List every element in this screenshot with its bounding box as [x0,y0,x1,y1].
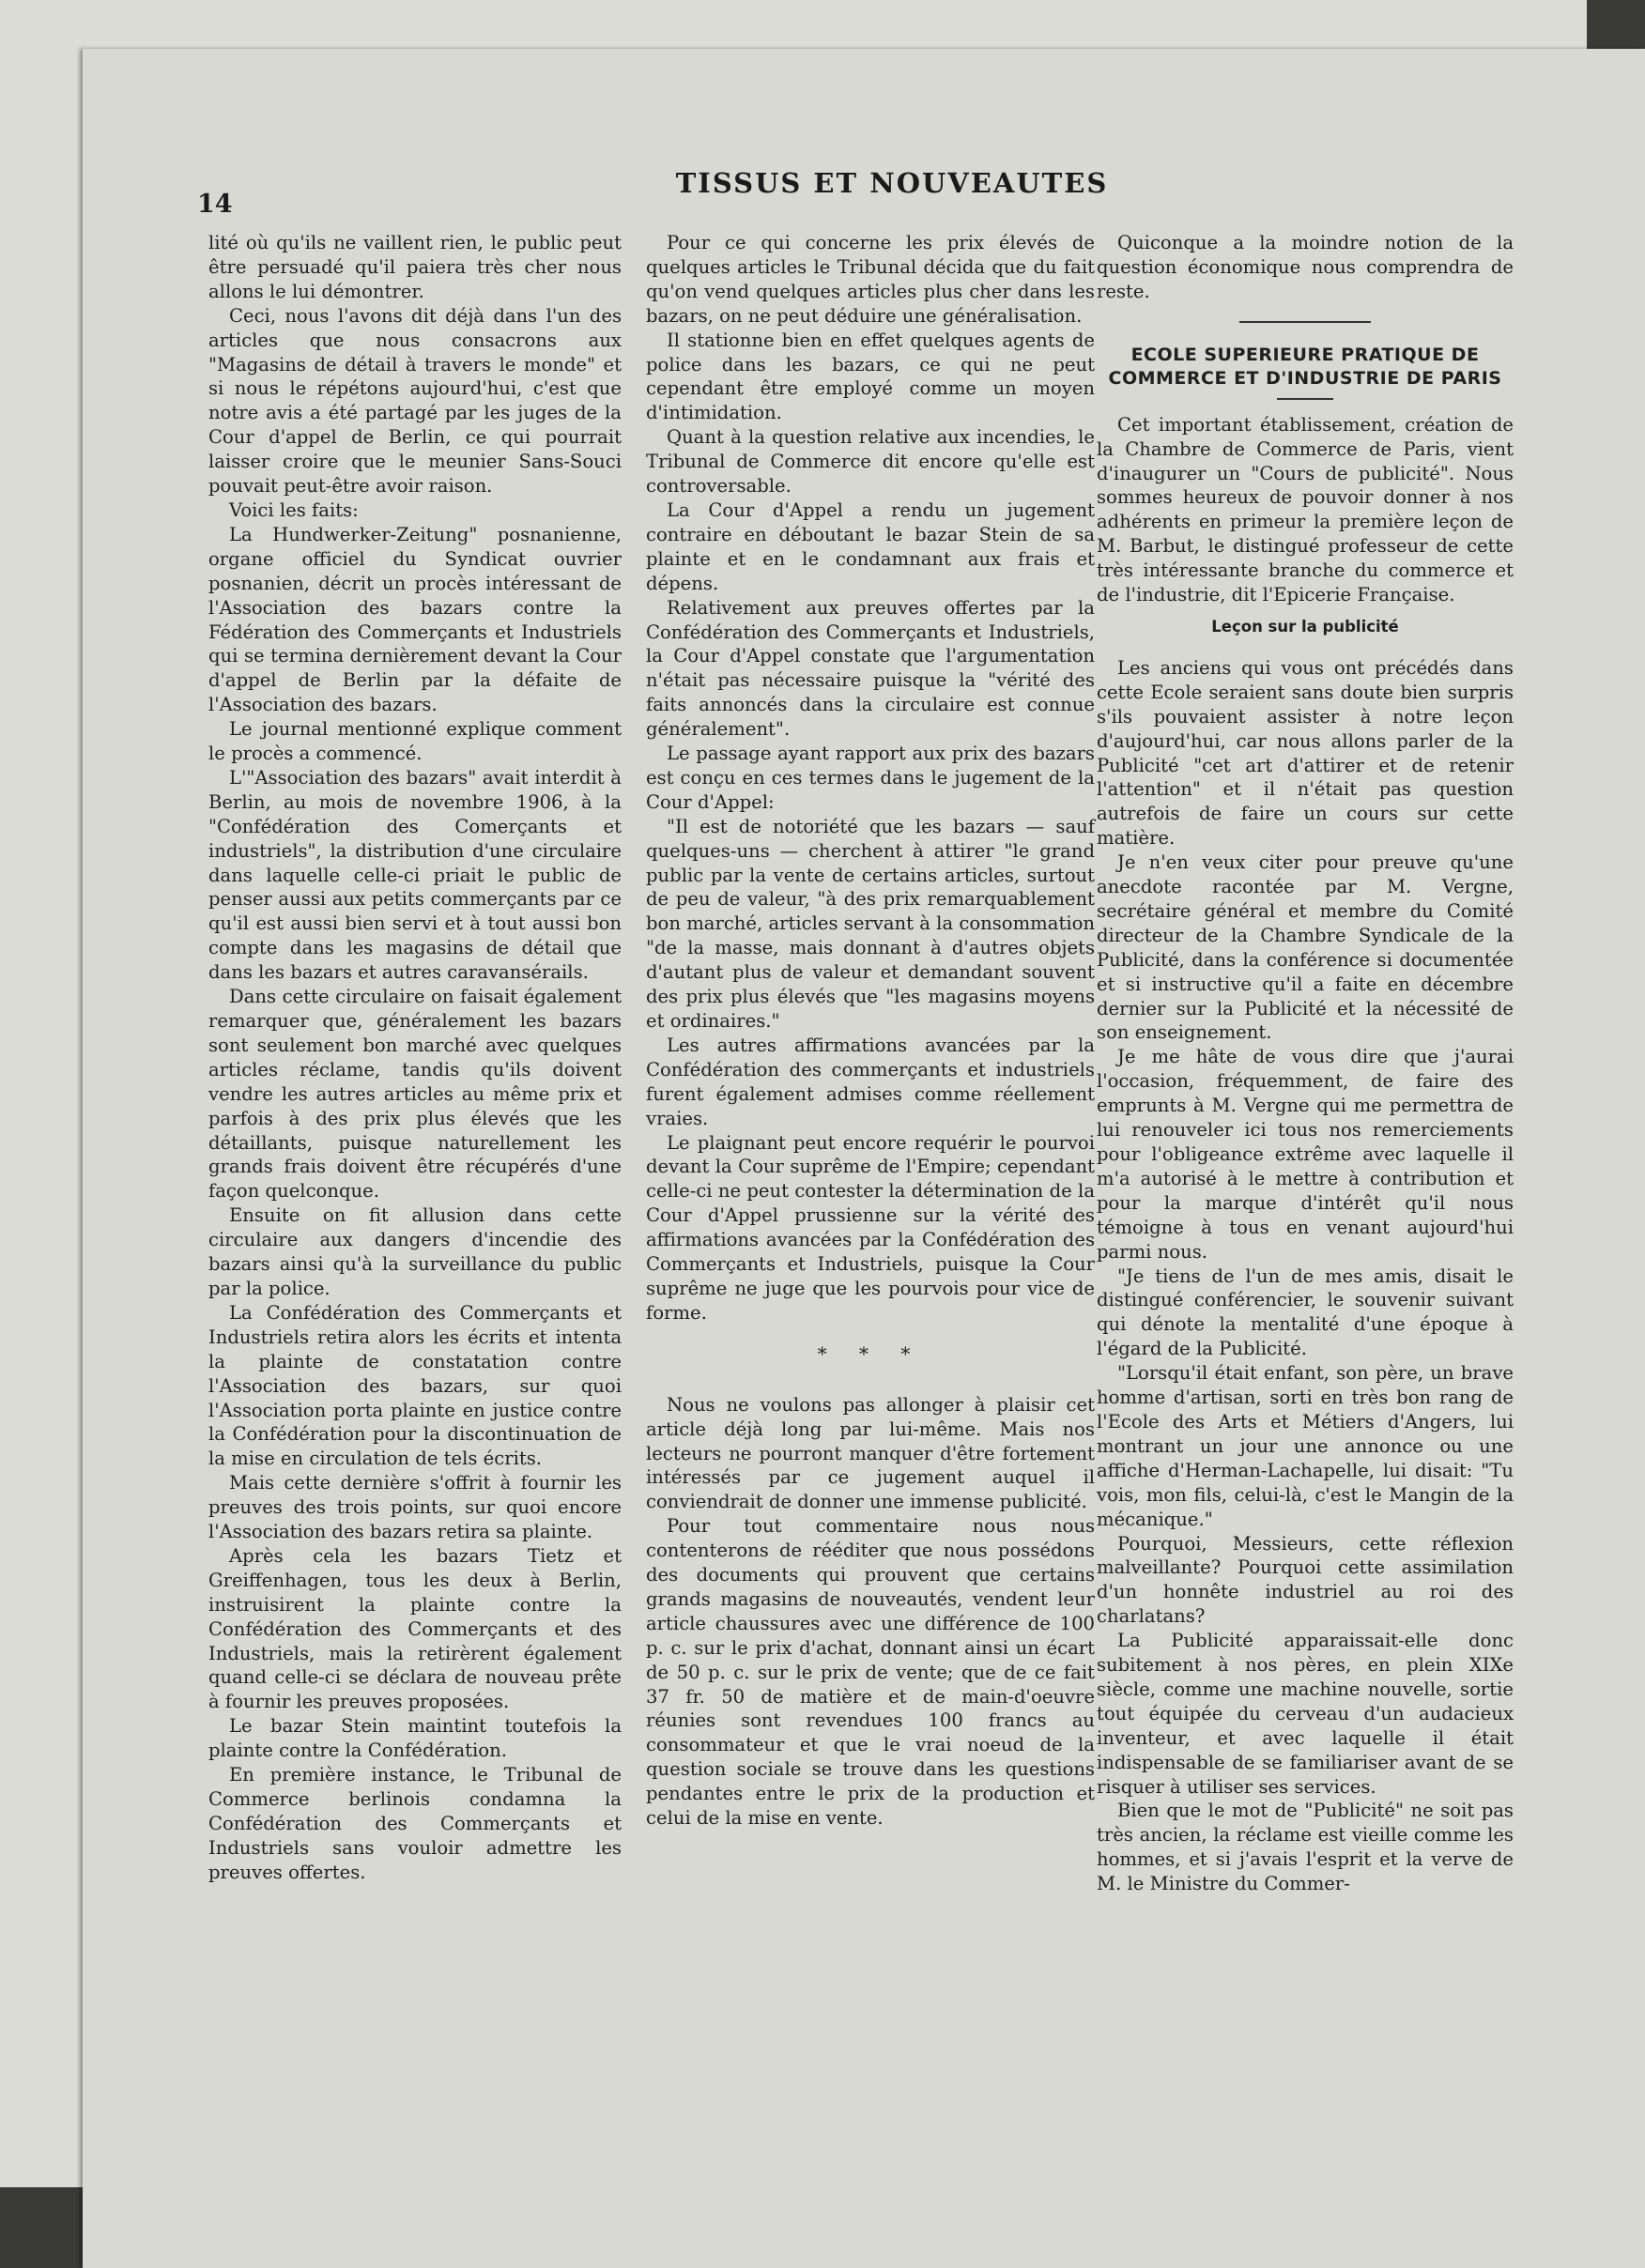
paragraph: Le journal mentionné explique comment le procès a commencé. [208,718,622,765]
paragraph: Il stationne bien en effet quelques agents de police dans les bazars, ce qui ne peut cependant être employé comme un moyen d'intimidation. [646,329,1095,424]
paragraph: "Je tiens de l'un de mes amis, disait le distingué conférencier, le souvenir suivant qui dénote la mentalité d'une époque à l'égard de la Publicité. [1097,1264,1514,1360]
paragraph: La Publicité apparaissait-elle donc subitement à nos pères, en plein XIXe siècle, comme une machine nouvelle, sortie tout équipée du cerveau d'un audacieux inventeur, et avec laquelle il était indispensable de se familiariser avant de se risquer à utiliser ses services. [1097,1630,1514,1798]
paragraph: La Confédération des Commerçants et Industriels retira alors les écrits et intenta la plainte de constatation contre l'Association des bazars, sur quoi l'Association porta plainte en justice contre la Confédération pour la discontinuation de la mise en circulation de tels écrits. [208,1301,622,1470]
paragraph: "Lorsqu'il était enfant, son père, un brave homme d'artisan, sorti en très bon rang de l'Ecole des Arts et Métiers d'Angers, lui montrant un jour une annonce ou une affiche d'Herman-Lachapelle, lui disait: "Tu vois, mon fils, celui-là, c'est le Mangin de la mécanique." [1097,1362,1514,1530]
paragraph: Les autres affirmations avancées par la Confédération des commerçants et industriels furent également admises comme réellement vraies. [646,1034,1095,1129]
paragraph: Relativement aux preuves offertes par la Confédération des Commerçants et Industriels, la Cour d'Appel constate que l'argumentation n'était pas nécessaire puisque la "vérité des faits annoncés dans la circulaire est connue généralement". [646,596,1095,741]
paragraph: Le passage ayant rapport aux prix des bazars est conçu en ces termes dans le jugement de la Cour d'Appel: [646,743,1095,813]
paragraph: Le bazar Stein maintint toutefois la plainte contre la Confédération. [208,1715,622,1762]
paragraph: Ceci, nous l'avons dit déjà dans l'un des articles que nous consacrons aux "Magasins de détail à travers le monde" et si nous le répétons aujourd'hui, c'est que notre avis a été partagé par les juges de la Cour d'appel de Berlin, ce qui pourrait laisser croire que le meunier Sans-Souci pouvait peut-être avoir raison. [208,304,622,498]
horizontal-rule [1277,398,1333,400]
paragraph: L'"Association des bazars" avait interdit à Berlin, au mois de novembre 1906, à la "Confédération des Comerçants et industriels", la distribution d'une circulaire dans laquelle celle-ci priait le public de penser aussi aux petits commerçants par ce qu'il est aussi bien servi et à tout aussi bon compte dans les magasins de détail que dans les bazars et autres caravansérails. [208,766,622,984]
horizontal-rule [1239,321,1371,323]
paragraph: Pour tout commentaire nous nous contenterons de rééditer que nous possédons des documents qui prouvent que certains grands magasins de nouveautés, vendent leur article chaussures avec une différence de 100 p. c. sur le prix d'achat, donnant ainsi un écart de 50 p. c. sur le prix de vente; que de ce fait 37 fr. 50 de matière et de main-d'oeuvre réunies sont revendues 100 francs au consommateur et que le vrai noeud de la question sociale se trouve dans les questions pendantes entre le prix de la production et celui de la mise en vente. [646,1515,1095,1830]
column-right [1097,231,1514,1896]
paragraph: Le plaignant peut encore requérir le pourvoi devant la Cour suprême de l'Empire; cependant celle-ci ne peut contester la détermination de la Cour d'Appel prussienne sur la vérité des affirmations avancées par la Confédération des Commerçants et Industriels, puisque la Cour suprême ne juge que les pourvois pour vice de forme. [646,1131,1095,1324]
paragraph: Pour ce qui concerne les prix élevés de quelques articles le Tribunal décida que du fait qu'on vend quelques articles plus cher dans les bazars, on ne peut déduire une généralisation. [646,232,1095,327]
paragraph: Mais cette dernière s'offrit à fournir les preuves des trois points, sur quoi encore l'Association des bazars retira sa plainte. [208,1472,622,1543]
paragraph: Bien que le mot de "Publicité" ne soit pas très ancien, la réclame est vieille comme les hommes, et si j'avais l'esprit et la verve de M. le Ministre du Commer- [1097,1800,1514,1895]
paragraph: Après cela les bazars Tietz et Greiffenhagen, tous les deux à Berlin, instruisirent la plainte contre la Confédération des Commerçants et des Industriels, mais la retirèrent également quand celle-ci se déclara de nouveau prête à fournir les preuves proposées. [208,1544,622,1713]
paragraph: La Cour d'Appel a rendu un jugement contraire en déboutant le bazar Stein de sa plainte et en le condamnant aux frais et dépens. [646,498,1095,594]
sub-heading: Leçon sur la publicité [1211,617,1399,636]
paragraph: "Il est de notoriété que les bazars — sauf quelques-uns — cherchent à attirer "le grand public par la vente de certains articles, surtout de peu de valeur, "à des prix remarquablement bon marché, articles servant à la consommation "de la masse, mais donnant à d'autres objets d'autant plus de valeur et demandant souvent des prix plus élevés que "les magasins moyens et ordinaires." [646,815,1095,1032]
paragraph: Voici les faits: [229,498,359,521]
paragraph: Cet important établissement, création de la Chambre de Commerce de Paris, vient d'inaugurer un "Cours de publicité". Nous sommes heureux de pouvoir donner à nos adhérents en primeur la première leçon de M. Barbut, le distingué professeur de cette très intéressante branche du commerce et de l'industrie, dit l'Epicerie Française. [1097,413,1514,606]
paragraph: Pourquoi, Messieurs, cette réflexion malveillante? Pourquoi cette assimilation d'un honnête industriel au roi des charlatans? [1097,1532,1514,1628]
column-middle [646,231,1095,1831]
paragraph: lité où qu'ils ne vaillent rien, le public peut être persuadé qu'il paiera très cher nous allons le lui démontrer. [208,232,622,302]
paragraph: Quant à la question relative aux incendies, le Tribunal de Commerce dit encore qu'elle est controversable. [646,426,1095,498]
page-number: 14 [197,190,233,219]
paragraph: Je me hâte de vous dire que j'aurai l'occasion, fréquemment, de faire des emprunts à M. Vergne qui me permettra de lui renouveler ici tous nos remerciements pour l'obligeance extrême avec laquelle il m'a autorisé à le mettre à contribution et pour la marque d'intérêt qu'il nous témoigne à tous en venant aujourd'hui parmi nous. [1097,1046,1514,1263]
paragraph: Ensuite on fit allusion dans cette circulaire aux dangers d'incendie des bazars ainsi qu'à la surveillance du public par la police. [208,1204,622,1299]
section-heading: ECOLE SUPERIEURE PRATIQUE DE COMMERCE ET D'INDUSTRIE DE PARIS [1108,344,1502,389]
paragraph: Quiconque a la moindre notion de la question économique nous comprendra de reste. [1097,232,1514,302]
running-head-title: TISSUS ET NOUVEAUTES [675,167,1109,199]
paragraph: La Hundwerker-Zeitung" posnanienne, organe officiel du Syndicat ouvrier posnanien, décrit un procès intéressant de l'Association des bazars contre la Fédération des Commerçants et Industriels qui se termina dernièrement devant la Cour d'appel de Berlin par la défaite de l'Association des bazars. [208,523,622,716]
section-separator: * * * [817,1341,924,1365]
paragraph: Nous ne voulons pas allonger à plaisir cet article déjà long par lui-même. Mais nos lecteurs ne pourront manquer d'être fortement intéressés par ce jugement auquel il conviendrait de donner une immense publicité. [646,1393,1095,1513]
column-left [208,231,622,1885]
paragraph: En première instance, le Tribunal de Commerce berlinois condamna la Confédération des Commerçants et Industriels sans vouloir admettre les preuves offertes. [208,1764,622,1883]
paragraph: Les anciens qui vous ont précédés dans cette Ecole seraient sans doute bien surpris s'ils pouvaient assister à notre leçon d'aujourd'hui, car nous allons parler de la Publicité "cet art d'attirer et de retenir l'attention" et il n'était pas question autrefois de faire un cours sur cette matière. [1097,656,1514,850]
paragraph: Je n'en veux citer pour preuve qu'une anecdote racontée par M. Vergne, secrétaire général et membre du Comité directeur de la Chambre Syndicale de la Publicité, dans la conférence si documentée et si instructive qu'il a faite en décembre dernier sur la Publicité et la nécessité de son enseignement. [1097,851,1514,1044]
paragraph: Dans cette circulaire on faisait également remarquer que, généralement les bazars sont seulement bon marché avec quelques articles réclame, tandis qu'ils doivent vendre les autres articles au même prix et parfois à des prix plus élevés que les détaillants, puisque naturellement les grands frais doivent être récupérés d'une façon quelconque. [208,986,622,1203]
